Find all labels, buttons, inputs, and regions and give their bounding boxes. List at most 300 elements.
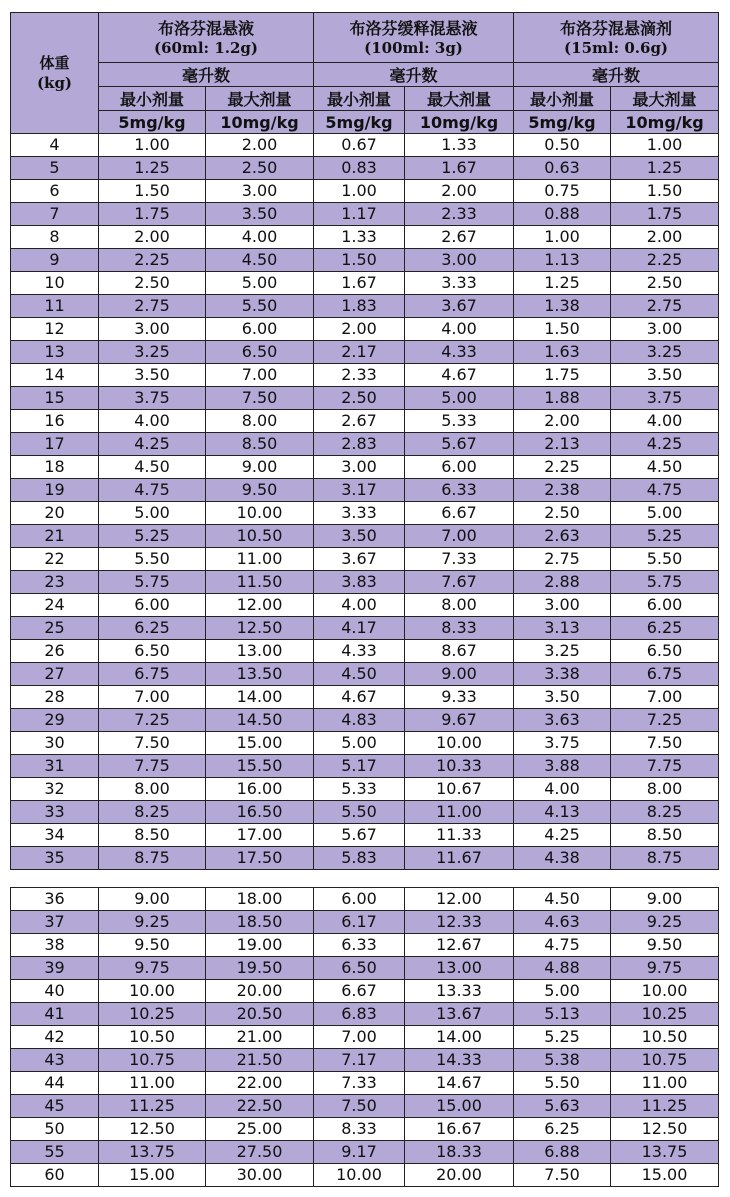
weight-cell: 17 [11,433,99,456]
dose-cell: 3.83 [314,571,405,594]
weight-cell: 24 [11,594,99,617]
dose-cell: 2.33 [405,203,514,226]
group-name: 布洛芬混悬液 [158,18,255,38]
dose-cell: 5.50 [206,295,314,318]
dose-cell: 1.88 [514,387,611,410]
table-row [11,755,719,778]
dose-cell: 5.38 [514,1049,611,1072]
weight-cell: 50 [11,1118,99,1141]
table-row [11,502,719,525]
group-header-sustained-release [314,13,514,63]
ml-header: 毫升数 [99,63,314,87]
dose-cell: 1.50 [99,180,206,203]
dose-cell: 2.00 [206,134,314,157]
dose-cell: 6.83 [314,1003,405,1026]
dose-cell: 11.25 [99,1095,206,1118]
dose-cell: 8.00 [405,594,514,617]
dose-cell: 4.13 [514,801,611,824]
dose-cell: 10.25 [611,1003,719,1026]
table-row [11,1095,719,1118]
dose-cell: 4.25 [514,824,611,847]
dose-cell: 1.25 [514,272,611,295]
dose-cell: 1.50 [611,180,719,203]
dose-cell: 3.00 [514,594,611,617]
weight-cell: 55 [11,1141,99,1164]
dose-cell: 18.50 [206,911,314,934]
dose-cell: 6.88 [514,1141,611,1164]
dose-cell: 1.50 [514,318,611,341]
dose-cell: 15.00 [99,1164,206,1187]
table-row [11,180,719,203]
table-body-top [11,134,719,870]
dose-cell: 8.50 [611,824,719,847]
dose-cell: 12.50 [206,617,314,640]
table-row [11,888,719,911]
dose-cell: 7.25 [99,709,206,732]
dose-cell: 4.33 [405,341,514,364]
dose-cell: 0.83 [314,157,405,180]
weight-cell: 44 [11,1072,99,1095]
dose-cell: 16.50 [206,801,314,824]
weight-unit: (kg) [36,74,73,92]
dose-cell: 2.38 [514,479,611,502]
dose-cell: 3.17 [314,479,405,502]
dose-cell: 5.00 [405,387,514,410]
dose-cell: 1.75 [99,203,206,226]
dose-cell: 9.00 [206,456,314,479]
table-row [11,479,719,502]
table-row [11,934,719,957]
dose-cell: 3.33 [405,272,514,295]
dose-cell: 9.33 [405,686,514,709]
table-row [11,911,719,934]
table-row [11,295,719,318]
weight-cell: 29 [11,709,99,732]
weight-cell: 35 [11,847,99,870]
group-name: 布洛芬混悬滴剂 [560,18,673,38]
dose-cell: 12.33 [405,911,514,934]
dose-cell: 1.17 [314,203,405,226]
dose-cell: 4.00 [405,318,514,341]
dose-cell: 7.25 [611,709,719,732]
dose-cell: 13.75 [99,1141,206,1164]
dose-cell: 3.67 [314,548,405,571]
dose-cell: 7.50 [206,387,314,410]
dose-cell: 0.75 [514,180,611,203]
dose-cell: 1.13 [514,249,611,272]
weight-cell: 40 [11,980,99,1003]
dose-cell: 3.38 [514,663,611,686]
dose-cell: 4.00 [611,410,719,433]
dose-cell: 14.00 [405,1026,514,1049]
table-row [11,980,719,1003]
dose-cell: 15.00 [206,732,314,755]
dose-cell: 11.00 [405,801,514,824]
dose-cell: 7.50 [611,732,719,755]
weight-cell: 31 [11,755,99,778]
dose-cell: 5.50 [314,801,405,824]
dose-cell: 21.00 [206,1026,314,1049]
table-row [11,249,719,272]
table-row [11,1026,719,1049]
max-dose-header: 最大剂量 [206,87,314,111]
dose-cell: 3.67 [405,295,514,318]
dose-cell: 1.67 [314,272,405,295]
dose-cell: 10.33 [405,755,514,778]
dose-cell: 8.50 [206,433,314,456]
dose-cell: 5.25 [99,525,206,548]
table-row [11,203,719,226]
dose-cell: 20.50 [206,1003,314,1026]
dose-cell: 5.00 [99,502,206,525]
dose-cell: 4.67 [314,686,405,709]
dose-cell: 13.00 [405,957,514,980]
table-row [11,387,719,410]
weight-cell: 42 [11,1026,99,1049]
dose-cell: 5.25 [611,525,719,548]
dose-cell: 11.00 [611,1072,719,1095]
table-row [11,1164,719,1187]
dose-table-top [10,12,719,870]
table-row [11,1049,719,1072]
dose-cell: 7.00 [314,1026,405,1049]
table-header [11,13,719,134]
dose-cell: 4.50 [206,249,314,272]
max-dose-rate: 10mg/kg [611,111,719,134]
dose-cell: 5.00 [611,502,719,525]
dose-cell: 7.67 [405,571,514,594]
dose-cell: 8.75 [611,847,719,870]
dose-cell: 1.00 [99,134,206,157]
dose-cell: 12.00 [206,594,314,617]
dose-cell: 8.33 [405,617,514,640]
dose-cell: 0.88 [514,203,611,226]
dose-cell: 2.25 [514,456,611,479]
dose-cell: 30.00 [206,1164,314,1187]
dose-cell: 9.00 [611,888,719,911]
dose-cell: 4.75 [99,479,206,502]
dose-cell: 16.00 [206,778,314,801]
dose-cell: 4.25 [611,433,719,456]
dose-cell: 8.25 [611,801,719,824]
dose-cell: 1.38 [514,295,611,318]
dose-cell: 8.00 [206,410,314,433]
dose-cell: 1.50 [314,249,405,272]
dose-cell: 1.75 [611,203,719,226]
weight-cell: 41 [11,1003,99,1026]
weight-cell: 20 [11,502,99,525]
dose-table-bottom [10,887,719,1187]
dose-cell: 2.17 [314,341,405,364]
dose-cell: 21.50 [206,1049,314,1072]
dose-cell: 8.50 [99,824,206,847]
table-row [11,709,719,732]
dose-cell: 6.00 [405,456,514,479]
min-dose-header: 最小剂量 [99,87,206,111]
dose-cell: 3.25 [99,341,206,364]
dose-cell: 7.33 [405,548,514,571]
dose-cell: 2.63 [514,525,611,548]
dose-cell: 4.25 [99,433,206,456]
min-dose-rate: 5mg/kg [314,111,405,134]
dose-cell: 6.00 [99,594,206,617]
weight-cell: 10 [11,272,99,295]
weight-cell: 39 [11,957,99,980]
dose-cell: 3.50 [314,525,405,548]
dose-cell: 10.50 [206,525,314,548]
dose-cell: 7.50 [514,1164,611,1187]
weight-cell: 34 [11,824,99,847]
table-row [11,1003,719,1026]
dose-cell: 5.00 [206,272,314,295]
weight-cell: 7 [11,203,99,226]
dose-cell: 8.00 [611,778,719,801]
dose-cell: 12.50 [99,1118,206,1141]
group-header-drops [514,13,719,63]
weight-cell: 45 [11,1095,99,1118]
dose-cell: 4.83 [314,709,405,732]
dose-cell: 6.00 [314,888,405,911]
table-row [11,157,719,180]
dose-cell: 11.25 [611,1095,719,1118]
dose-cell: 2.50 [314,387,405,410]
dose-cell: 4.50 [314,663,405,686]
dose-cell: 7.00 [206,364,314,387]
table-row [11,801,719,824]
table-row [11,272,719,295]
dose-cell: 1.25 [611,157,719,180]
dose-cell: 6.33 [314,934,405,957]
weight-cell: 22 [11,548,99,571]
dose-cell: 6.67 [405,502,514,525]
table-row [11,824,719,847]
dose-cell: 14.50 [206,709,314,732]
dose-cell: 2.88 [514,571,611,594]
dose-cell: 13.50 [206,663,314,686]
weight-cell: 6 [11,180,99,203]
dose-cell: 9.25 [99,911,206,934]
weight-cell: 21 [11,525,99,548]
dose-cell: 16.67 [405,1118,514,1141]
dose-cell: 5.67 [314,824,405,847]
group-spec: (60ml: 1.2g) [154,38,258,57]
dose-cell: 22.50 [206,1095,314,1118]
table-row [11,410,719,433]
dose-cell: 2.75 [99,295,206,318]
dose-cell: 5.33 [314,778,405,801]
dose-cell: 1.33 [405,134,514,157]
dose-cell: 2.83 [314,433,405,456]
dose-cell: 20.00 [206,980,314,1003]
dose-cell: 25.00 [206,1118,314,1141]
dose-cell: 10.75 [99,1049,206,1072]
table-row [11,686,719,709]
dose-cell: 2.25 [99,249,206,272]
weight-cell: 30 [11,732,99,755]
dose-cell: 7.00 [99,686,206,709]
dose-cell: 9.50 [206,479,314,502]
dose-cell: 3.25 [514,640,611,663]
dose-cell: 18.00 [206,888,314,911]
dose-cell: 9.50 [611,934,719,957]
dose-cell: 2.67 [314,410,405,433]
max-dose-header: 最大剂量 [405,87,514,111]
table-row [11,594,719,617]
weight-cell: 43 [11,1049,99,1072]
min-dose-rate: 5mg/kg [514,111,611,134]
dose-cell: 10.25 [99,1003,206,1026]
table-row [11,571,719,594]
table-row [11,663,719,686]
dose-cell: 3.33 [314,502,405,525]
dose-cell: 5.00 [314,732,405,755]
weight-cell: 33 [11,801,99,824]
dose-cell: 12.67 [405,934,514,957]
dose-cell: 3.75 [514,732,611,755]
dose-cell: 2.00 [405,180,514,203]
dose-cell: 6.33 [405,479,514,502]
table-row [11,548,719,571]
dose-cell: 11.67 [405,847,514,870]
dose-cell: 1.33 [314,226,405,249]
dose-cell: 15.00 [405,1095,514,1118]
dose-cell: 3.00 [206,180,314,203]
dose-cell: 9.75 [99,957,206,980]
dose-cell: 2.50 [514,502,611,525]
dose-cell: 10.00 [99,980,206,1003]
dose-cell: 2.00 [514,410,611,433]
table-row [11,364,719,387]
dose-cell: 10.50 [99,1026,206,1049]
dose-cell: 10.00 [405,732,514,755]
dose-cell: 5.50 [611,548,719,571]
table-row [11,525,719,548]
ml-header: 毫升数 [514,63,719,87]
dose-cell: 6.50 [611,640,719,663]
dose-cell: 7.50 [99,732,206,755]
dose-cell: 3.50 [99,364,206,387]
dose-cell: 1.00 [514,226,611,249]
group-spec: (100ml: 3g) [364,38,463,57]
dose-cell: 18.33 [405,1141,514,1164]
dose-cell: 10.75 [611,1049,719,1072]
dose-cell: 6.00 [206,318,314,341]
dose-cell: 17.00 [206,824,314,847]
dose-cell: 14.67 [405,1072,514,1095]
dose-cell: 10.50 [611,1026,719,1049]
table-row [11,1141,719,1164]
dose-cell: 4.00 [99,410,206,433]
dose-cell: 1.63 [514,341,611,364]
dose-cell: 5.75 [99,571,206,594]
group-name: 布洛芬缓释混悬液 [349,18,478,38]
dose-cell: 1.67 [405,157,514,180]
table-row [11,134,719,157]
dose-cell: 15.50 [206,755,314,778]
weight-cell: 8 [11,226,99,249]
table-row [11,778,719,801]
dose-cell: 2.50 [611,272,719,295]
dose-cell: 6.75 [99,663,206,686]
dose-cell: 2.67 [405,226,514,249]
dose-cell: 1.00 [314,180,405,203]
dose-cell: 5.00 [514,980,611,1003]
dose-cell: 7.75 [99,755,206,778]
dose-cell: 6.00 [611,594,719,617]
dose-cell: 12.50 [611,1118,719,1141]
table-row [11,1118,719,1141]
dose-cell: 3.50 [514,686,611,709]
dose-cell: 6.50 [99,640,206,663]
dose-cell: 5.75 [611,571,719,594]
dose-cell: 12.00 [405,888,514,911]
dose-cell: 5.17 [314,755,405,778]
table-row [11,456,719,479]
group-spec: (15ml: 0.6g) [564,38,669,57]
dose-cell: 3.13 [514,617,611,640]
min-dose-rate: 5mg/kg [99,111,206,134]
weight-cell: 23 [11,571,99,594]
table-row [11,433,719,456]
dose-cell: 8.00 [99,778,206,801]
dose-cell: 6.75 [611,663,719,686]
dose-cell: 6.25 [99,617,206,640]
table-row [11,341,719,364]
table-row [11,957,719,980]
dose-cell: 8.75 [99,847,206,870]
weight-cell: 60 [11,1164,99,1187]
weight-cell: 25 [11,617,99,640]
weight-cell: 12 [11,318,99,341]
dose-cell: 7.75 [611,755,719,778]
dose-cell: 2.25 [611,249,719,272]
weight-cell: 15 [11,387,99,410]
dose-cell: 6.50 [314,957,405,980]
dose-cell: 1.75 [514,364,611,387]
dose-cell: 2.00 [314,318,405,341]
weight-cell: 9 [11,249,99,272]
dose-cell: 6.17 [314,911,405,934]
dose-cell: 10.00 [206,502,314,525]
dose-cell: 3.88 [514,755,611,778]
weight-cell: 5 [11,157,99,180]
dose-cell: 8.67 [405,640,514,663]
dose-cell: 0.50 [514,134,611,157]
table-row [11,847,719,870]
dose-cell: 14.00 [206,686,314,709]
dose-cell: 4.50 [611,456,719,479]
dose-cell: 6.25 [514,1118,611,1141]
dose-cell: 5.13 [514,1003,611,1026]
group-header-suspension [99,13,314,63]
dose-cell: 3.25 [611,341,719,364]
weight-cell: 27 [11,663,99,686]
weight-cell: 14 [11,364,99,387]
dose-cell: 2.50 [206,157,314,180]
dose-cell: 8.33 [314,1118,405,1141]
table-body-bottom [11,888,719,1187]
dose-cell: 3.00 [405,249,514,272]
table-row [11,318,719,341]
dose-cell: 22.00 [206,1072,314,1095]
dose-cell: 15.00 [611,1164,719,1187]
table-row [11,617,719,640]
dose-cell: 19.50 [206,957,314,980]
weight-cell: 13 [11,341,99,364]
dose-cell: 9.67 [405,709,514,732]
dose-cell: 10.00 [314,1164,405,1187]
dose-cell: 7.33 [314,1072,405,1095]
